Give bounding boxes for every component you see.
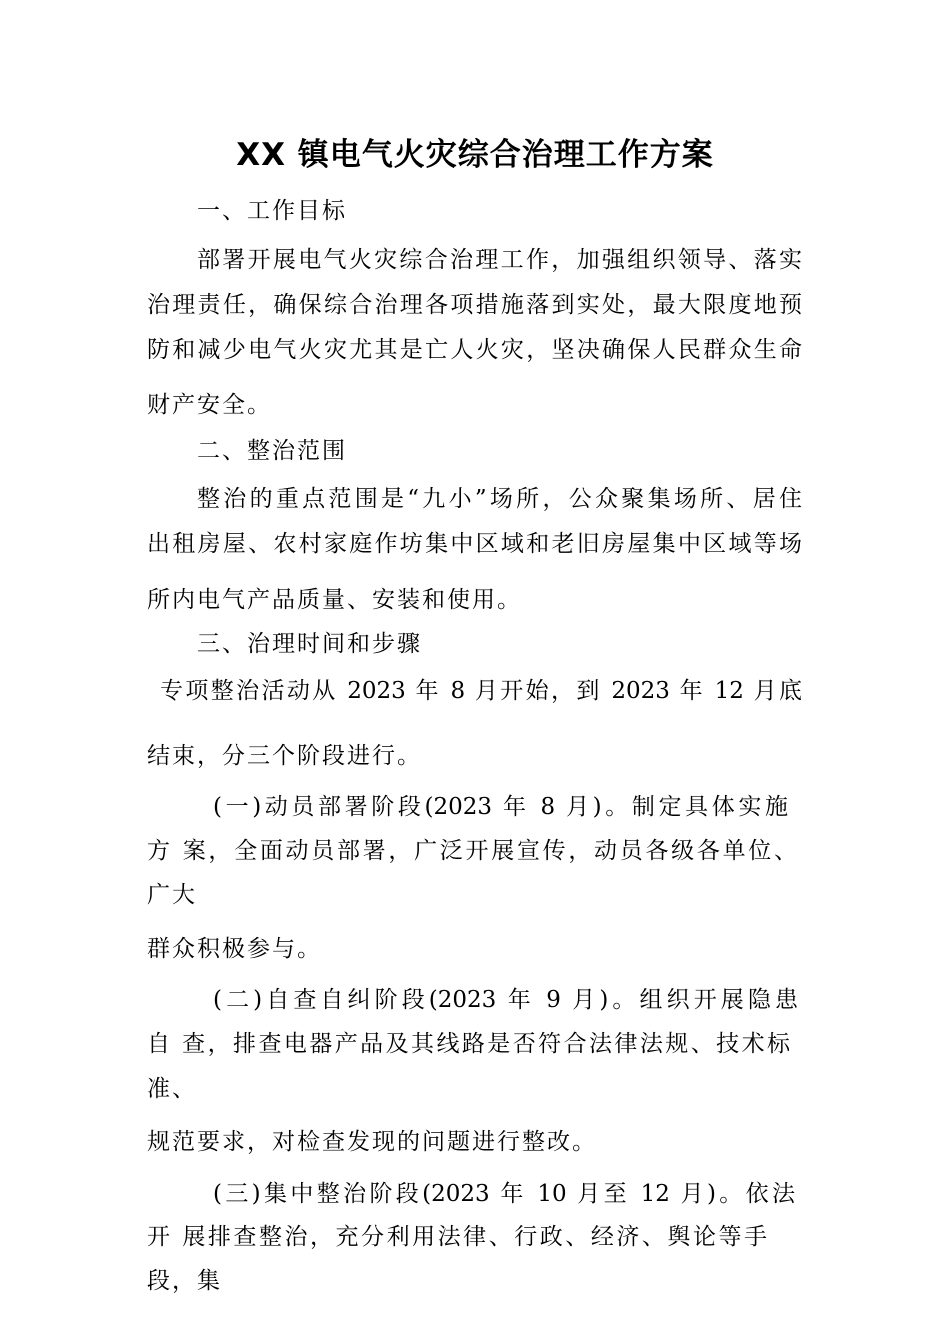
- phase-one-line: 广大: [147, 882, 197, 908]
- phase-one-line: (一)动员部署阶段(2023 年 8 月)。制定具体实施: [213, 794, 788, 820]
- phase-three-line: (三)集中整治阶段(2023 年 10 月至 12 月)。依法: [213, 1181, 795, 1207]
- paragraph-line: 部署开展电气火灾综合治理工作，加强组织领导、落实: [197, 247, 802, 273]
- paragraph-line: 财产安全。: [147, 392, 272, 418]
- section-heading-scope: 二、整治范围: [197, 438, 347, 464]
- phase-two-line: 自 查，排查电器产品及其线路是否符合法律法规、技术标: [147, 1031, 790, 1057]
- document-title: XX 镇电气火灾综合治理工作方案: [236, 137, 714, 173]
- phase-three-line: 开 展排查整治，充分利用法律、行政、经济、舆论等手: [147, 1224, 767, 1250]
- section-heading-schedule: 三、治理时间和步骤: [197, 631, 422, 657]
- phase-two-line: 规范要求，对检查发现的问题进行整改。: [147, 1129, 597, 1155]
- paragraph-line: 所内电气产品质量、安装和使用。: [147, 587, 522, 613]
- section-heading-goals: 一、工作目标: [197, 198, 347, 224]
- paragraph-line: 防和减少电气火灾尤其是亡人火灾，坚决确保人民群众生命: [147, 337, 802, 363]
- paragraph-line: 结束，分三个阶段进行。: [147, 743, 422, 769]
- phase-three-line: 段，集: [147, 1268, 222, 1294]
- phase-two-line: 准、: [147, 1076, 197, 1102]
- paragraph-line: 整治的重点范围是“九小”场所，公众聚集场所、居住: [197, 486, 802, 512]
- phase-one-line: 方 案，全面动员部署，广泛开展宣传，动员各级各单位、: [147, 838, 797, 864]
- paragraph-line: 出租房屋、农村家庭作坊集中区域和老旧房屋集中区域等场: [147, 531, 802, 557]
- paragraph-line: 专项整治活动从 2023 年 8 月开始，到 2023 年 12 月底: [160, 678, 802, 704]
- phase-two-line: (二)自查自纠阶段(2023 年 9 月)。组织开展隐患: [213, 987, 798, 1013]
- paragraph-line: 治理责任，确保综合治理各项措施落到实处，最大限度地预: [147, 292, 802, 318]
- phase-one-line: 群众积极参与。: [147, 936, 322, 962]
